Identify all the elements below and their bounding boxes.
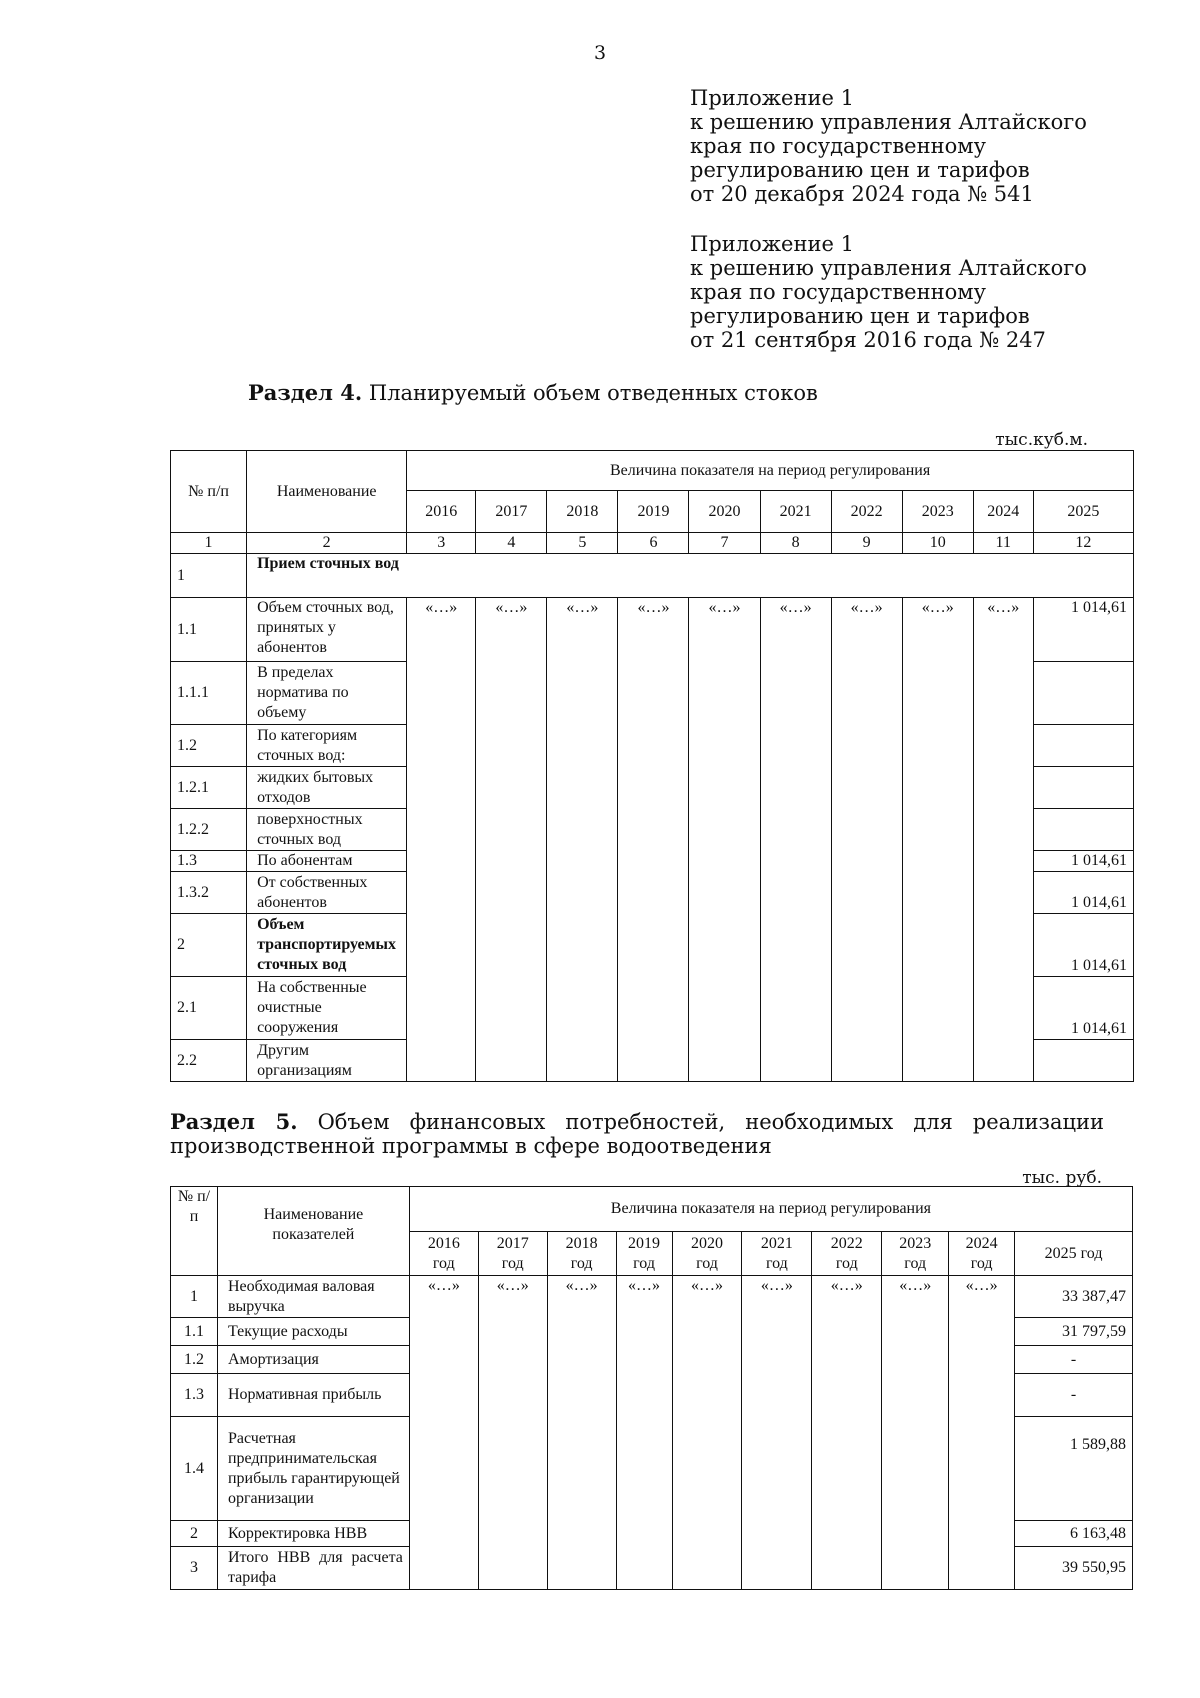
year-header: 2021 bbox=[760, 491, 831, 533]
table-row bbox=[171, 1276, 1133, 1318]
placeholder-cell: «…» bbox=[672, 1276, 742, 1318]
row-name: жидких бытовых отходов bbox=[247, 767, 407, 809]
col-header-name: Наименование bbox=[247, 451, 407, 533]
row-number: 2.1 bbox=[171, 977, 247, 1040]
table-row bbox=[171, 1417, 1133, 1521]
column-index: 1 bbox=[171, 533, 247, 554]
appendix-header-current bbox=[690, 86, 1087, 206]
row-number: 1.2 bbox=[171, 1346, 218, 1374]
value-2025: 1 014,61 bbox=[1033, 872, 1133, 914]
row-name: По абонентам bbox=[247, 851, 407, 872]
col-header-number: № п/п bbox=[171, 451, 247, 533]
row-name: На собственные очистные сооружения bbox=[247, 977, 407, 1040]
page-number: 3 bbox=[593, 42, 607, 64]
placeholder-cell: «…» bbox=[831, 598, 902, 662]
row-name: От собственных абонентов bbox=[247, 872, 407, 914]
column-index: 7 bbox=[689, 533, 760, 554]
row-name: Объем транспортируемых сточных вод bbox=[247, 914, 407, 977]
table-row bbox=[171, 725, 1134, 767]
section5-units: тыс. руб. bbox=[1022, 1168, 1102, 1188]
value-2025: - bbox=[1015, 1374, 1133, 1417]
year-header: 2022 bbox=[831, 491, 902, 533]
table-row bbox=[171, 1040, 1134, 1082]
year-header: 2025 год bbox=[1015, 1232, 1133, 1276]
placeholder-cell: «…» bbox=[616, 1276, 672, 1318]
table-row bbox=[171, 1521, 1133, 1547]
year-header: 2022 год bbox=[812, 1232, 882, 1276]
value-2025: 1 014,61 bbox=[1033, 598, 1133, 662]
value-2025 bbox=[1033, 809, 1133, 851]
col-header-period: Величина показателя на период регулирования bbox=[407, 451, 1134, 491]
value-2025 bbox=[1033, 725, 1133, 767]
row-number: 3 bbox=[171, 1547, 218, 1590]
value-2025: 1 014,61 bbox=[1033, 977, 1133, 1040]
row-name: Необходимая валовая выручка bbox=[217, 1276, 409, 1318]
placeholder-cell: «…» bbox=[882, 1276, 949, 1318]
placeholder-cell: «…» bbox=[476, 598, 547, 662]
row-number: 1 bbox=[171, 1276, 218, 1318]
year-header: 2017 bbox=[476, 491, 547, 533]
year-header: 2017 год bbox=[478, 1232, 547, 1276]
row-name: В пределах норматива по объему bbox=[247, 662, 407, 725]
year-header: 2019 bbox=[618, 491, 689, 533]
column-index: 4 bbox=[476, 533, 547, 554]
value-2025: 6 163,48 bbox=[1015, 1521, 1133, 1547]
appendix-line: от 21 сентября 2016 года № 247 bbox=[690, 328, 1046, 352]
appendix-line: края по государственному bbox=[690, 134, 986, 158]
section5-title-number: Раздел 5. bbox=[170, 1109, 298, 1134]
row-number: 2 bbox=[171, 1521, 218, 1547]
row-name: Корректировка НВВ bbox=[217, 1521, 409, 1547]
year-header: 2021 год bbox=[742, 1232, 812, 1276]
placeholder-cell: «…» bbox=[547, 598, 618, 662]
table-row bbox=[171, 1547, 1133, 1590]
placeholder-cell: «…» bbox=[949, 1276, 1015, 1318]
row-number: 1.3 bbox=[171, 1374, 218, 1417]
value-2025: 1 014,61 bbox=[1033, 851, 1133, 872]
year-header: 2020 год bbox=[672, 1232, 742, 1276]
row-name: Итого НВВ для расчета тарифа bbox=[217, 1547, 409, 1590]
table-row bbox=[171, 1374, 1133, 1417]
appendix-line: Приложение 1 bbox=[690, 86, 854, 110]
row-name: Нормативная прибыль bbox=[217, 1374, 409, 1417]
placeholder-cell: «…» bbox=[618, 598, 689, 662]
placeholder-cell: «…» bbox=[547, 1276, 616, 1318]
value-2025 bbox=[1033, 1040, 1133, 1082]
placeholder-cell: «…» bbox=[812, 1276, 882, 1318]
table-row bbox=[171, 809, 1134, 851]
row-name: Текущие расходы bbox=[217, 1318, 409, 1346]
section4-table bbox=[170, 450, 1134, 1082]
row-number: 1.2 bbox=[171, 725, 247, 767]
row-number: 1 bbox=[171, 554, 247, 598]
appendix-line: регулированию цен и тарифов bbox=[690, 158, 1030, 182]
row-name: Амортизация bbox=[217, 1346, 409, 1374]
appendix-line: к решению управления Алтайского bbox=[690, 110, 1087, 134]
section5-title bbox=[170, 1110, 1104, 1158]
placeholder-cell: «…» bbox=[742, 1276, 812, 1318]
section4-units: тыс.куб.м. bbox=[995, 430, 1088, 450]
table-row bbox=[171, 598, 1134, 662]
row-number: 1.1 bbox=[171, 598, 247, 662]
year-header: 2018 bbox=[547, 491, 618, 533]
year-header: 2025 bbox=[1033, 491, 1133, 533]
table-row bbox=[171, 554, 1134, 598]
placeholder-cell: «…» bbox=[760, 598, 831, 662]
column-index: 5 bbox=[547, 533, 618, 554]
year-header: 2016 год bbox=[409, 1232, 478, 1276]
table-row bbox=[171, 767, 1134, 809]
value-2025: 33 387,47 bbox=[1015, 1276, 1133, 1318]
section4-title-number: Раздел 4. bbox=[248, 380, 363, 405]
row-name: По категориям сточных вод: bbox=[247, 725, 407, 767]
row-name: Расчетная предпринимательская прибыль гарантирующей организации bbox=[217, 1417, 409, 1521]
row-number: 1.3.2 bbox=[171, 872, 247, 914]
column-index: 12 bbox=[1033, 533, 1133, 554]
value-2025 bbox=[1033, 767, 1133, 809]
row-number: 1.1 bbox=[171, 1318, 218, 1346]
row-number: 2.2 bbox=[171, 1040, 247, 1082]
value-2025: 39 550,95 bbox=[1015, 1547, 1133, 1590]
appendix-line: края по государственному bbox=[690, 280, 986, 304]
appendix-line: Приложение 1 bbox=[690, 232, 854, 256]
column-index: 6 bbox=[618, 533, 689, 554]
placeholder-cell: «…» bbox=[689, 598, 760, 662]
appendix-line: к решению управления Алтайского bbox=[690, 256, 1087, 280]
year-header: 2018 год bbox=[547, 1232, 616, 1276]
value-2025: - bbox=[1015, 1346, 1133, 1374]
col-header-number: № п/п bbox=[171, 1187, 218, 1276]
column-index: 9 bbox=[831, 533, 902, 554]
placeholder-cell: «…» bbox=[902, 598, 973, 662]
row-number: 2 bbox=[171, 914, 247, 977]
row-number: 1.2.2 bbox=[171, 809, 247, 851]
placeholder-cell: «…» bbox=[478, 1276, 547, 1318]
row-name: Другим организациям bbox=[247, 1040, 407, 1082]
value-2025: 1 589,88 bbox=[1015, 1417, 1133, 1521]
section4-title bbox=[248, 380, 818, 405]
placeholder-cell: «…» bbox=[973, 598, 1033, 662]
column-index-row bbox=[171, 533, 1134, 554]
table-row bbox=[171, 977, 1134, 1040]
year-header: 2020 bbox=[689, 491, 760, 533]
appendix-header-original bbox=[690, 232, 1087, 352]
table-row bbox=[171, 1346, 1133, 1374]
year-header: 2023 год bbox=[882, 1232, 949, 1276]
table-row bbox=[171, 1318, 1133, 1346]
value-2025: 1 014,61 bbox=[1033, 914, 1133, 977]
row-number: 1.1.1 bbox=[171, 662, 247, 725]
year-header: 2016 bbox=[407, 491, 476, 533]
column-index: 10 bbox=[902, 533, 973, 554]
appendix-line: регулированию цен и тарифов bbox=[690, 304, 1030, 328]
table-row bbox=[171, 914, 1134, 977]
table-row bbox=[171, 872, 1134, 914]
row-number: 1.4 bbox=[171, 1417, 218, 1521]
section4-title-text: Планируемый объем отведенных стоков bbox=[362, 381, 818, 405]
row-number: 1.3 bbox=[171, 851, 247, 872]
appendix-line: от 20 декабря 2024 года № 541 bbox=[690, 182, 1034, 206]
column-index: 3 bbox=[407, 533, 476, 554]
row-name: Объем сточных вод, принятых у абонентов bbox=[247, 598, 407, 662]
row-name: Прием сточных вод bbox=[247, 554, 1134, 598]
section5-table bbox=[170, 1186, 1133, 1590]
placeholder-cell: «…» bbox=[409, 1276, 478, 1318]
year-header: 2024 bbox=[973, 491, 1033, 533]
table-row bbox=[171, 662, 1134, 725]
value-2025: 31 797,59 bbox=[1015, 1318, 1133, 1346]
col-header-name: Наименование показателей bbox=[217, 1187, 409, 1276]
year-header: 2024 год bbox=[949, 1232, 1015, 1276]
column-index: 8 bbox=[760, 533, 831, 554]
table-row bbox=[171, 851, 1134, 872]
column-index: 2 bbox=[247, 533, 407, 554]
year-header: 2023 bbox=[902, 491, 973, 533]
year-header: 2019 год bbox=[616, 1232, 672, 1276]
row-name: поверхностных сточных вод bbox=[247, 809, 407, 851]
column-index: 11 bbox=[973, 533, 1033, 554]
row-number: 1.2.1 bbox=[171, 767, 247, 809]
section5-title-text: Объем финансовых потребностей, необходимых для реализации производственной программы в сфере водоотведения bbox=[170, 1110, 1104, 1158]
placeholder-cell: «…» bbox=[407, 598, 476, 662]
value-2025 bbox=[1033, 662, 1133, 725]
col-header-period: Величина показателя на период регулирования bbox=[409, 1187, 1132, 1232]
